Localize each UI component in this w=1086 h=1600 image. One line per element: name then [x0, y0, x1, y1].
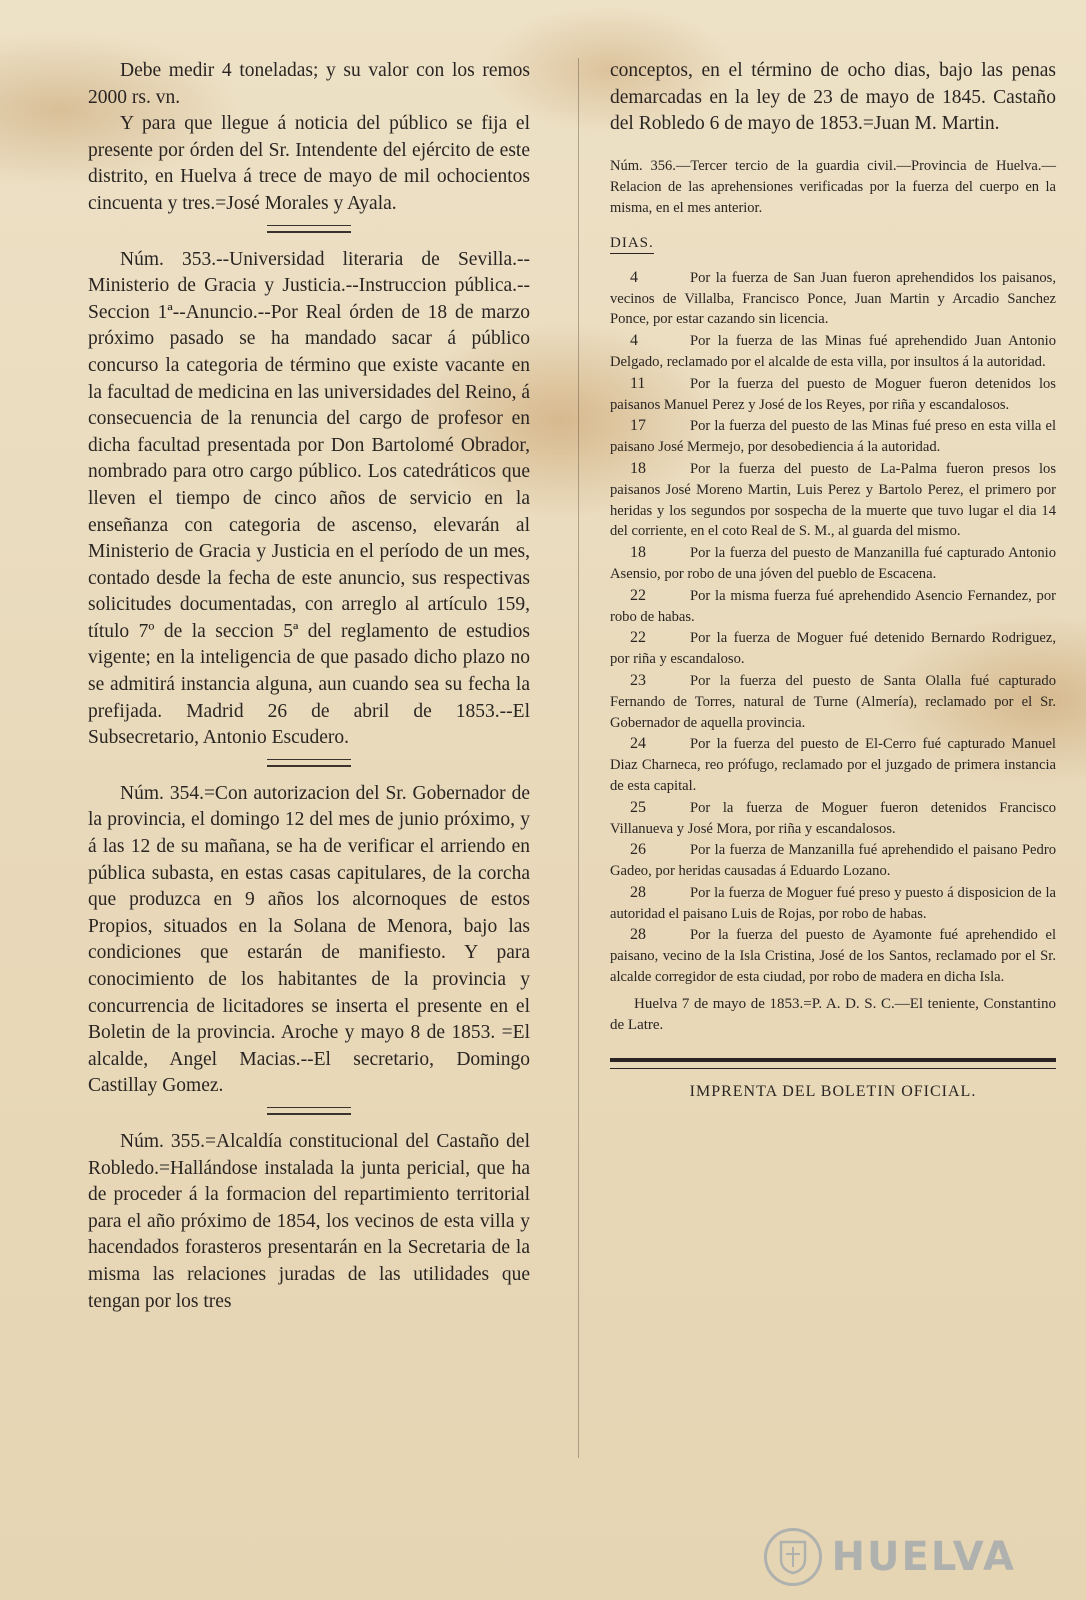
- entry-text: Por la fuerza de Moguer fueron detenidos Francisco Villanueva y José Mora, por riña y escandalosos.: [610, 799, 1056, 837]
- entry-text: Por la fuerza del puesto de Manzanilla fué capturado Antonio Asensio, por robo de una jóven del pueblo de Escacena.: [610, 545, 1056, 582]
- list-item: [610, 840, 1056, 882]
- list-item: [610, 374, 1056, 416]
- imprint-line: IMPRENTA DEL BOLETIN OFICIAL.: [689, 1082, 977, 1100]
- entry-day: 22: [630, 629, 646, 647]
- entry-text: Por la fuerza del puesto de Santa Olalla fué capturado Fernando de Torres, natural de Turne (Almería), reclamado por el Sr. Gobernador de aquella provincia.: [610, 672, 1056, 731]
- list-item: [610, 628, 1056, 670]
- entry-day: 26: [630, 841, 646, 859]
- entry-day: 18: [630, 544, 646, 562]
- footer-rule: [610, 1058, 1056, 1069]
- watermark-text: HUELVA: [831, 1534, 1016, 1580]
- entry-text: Por la fuerza del puesto de las Minas fué preso en esta villa el paisano José Mermejo, por desobediencia á la autoridad.: [610, 418, 1056, 456]
- apprehension-list: [610, 268, 1056, 988]
- entry-text: Por la misma fuerza fué aprehendido Asencio Fernandez, por robo de habas.: [610, 587, 1056, 625]
- notice-356-heading: Núm. 356.—Tercer tercio de la guardia civil.—Provincia de Huelva.—Relacion de las aprehensiones verificadas por la fuerza del cuerpo en la misma, en el mes anterior.: [610, 157, 1056, 216]
- seal-icon: [764, 1528, 822, 1586]
- list-item: [610, 268, 1056, 330]
- list-item: [610, 734, 1056, 796]
- entry-day: 23: [630, 671, 646, 689]
- section-divider: [267, 225, 351, 233]
- entry-day: 4: [630, 332, 638, 350]
- list-item: [610, 459, 1056, 542]
- entry-text: Por la fuerza del puesto de Ayamonte fué aprehendido el paisano, vecino de la Isla Cristina, José de los Santos, reclamado por el Sr. alcalde corregidor de esta ciudad, por robo de madera en dicha Isla.: [610, 927, 1056, 986]
- notice-355: Núm. 355.=Alcaldía constitucional del Castaño del Robledo.=Hallándose instalada la junta pericial, que ha de proceder á la formacion del repartimiento territorial para el año próximo de 1854, los vecinos de esta villa y hacendados forasteros presentarán en la Secretaria de la misma las relaciones juradas de las utilidades que tengan por los tres: [88, 1130, 530, 1312]
- entry-text: Por la fuerza del puesto de Moguer fueron detenidos los paisanos Manuel Perez y José de los Reyes, por riña y escandalosos.: [610, 375, 1056, 413]
- entry-day: 24: [630, 735, 646, 753]
- entry-text: Por la fuerza del puesto de El-Cerro fué capturado Manuel Diaz Charneca, reo prófugo, reclamado por el juzgado de primera instancia de esta capital.: [610, 736, 1056, 794]
- entry-day: 4: [630, 268, 638, 286]
- list-item: [610, 883, 1056, 925]
- list-item: [610, 416, 1056, 458]
- entry-day: 22: [630, 586, 646, 604]
- entry-text: Por la fuerza del puesto de La-Palma fueron presos los paisanos José Moreno Martin, Luis Perez y Bartolo Perez, el primero por heridas y los segundos por sospecha de la muerte que tuvo lugar el dia 14 del corriente, en el coto Real de S. M., al guarda del mismo.: [610, 460, 1056, 540]
- notice-355-continuation: conceptos, en el término de ocho dias, bajo las penas demarcadas en la ley de 23 de mayo de 1845. Castaño del Robledo 6 de mayo de 1853.=Juan M. Martin.: [610, 60, 1056, 135]
- right-column: [610, 58, 1056, 1101]
- entry-text: Por la fuerza de Moguer fué detenido Bernardo Rodriguez, por riña y escandaloso.: [610, 630, 1056, 668]
- entry-text: Por la fuerza de San Juan fueron aprehendidos los paisanos, vecinos de Villalba, Francisco Ponce, Juan Martin y Arcadio Sanchez Ponce, por estar cazando sin licencia.: [610, 269, 1056, 328]
- dias-label: DIAS.: [610, 235, 654, 254]
- paragraph-ship-value: Debe medir 4 toneladas; y su valor con los remos 2000 rs. vn.: [88, 60, 530, 108]
- entry-day: 18: [630, 459, 646, 477]
- paragraph-intendente-notice: Y para que llegue á noticia del público se fija el presente por órden del Sr. Intendente del ejército de este distrito, en Huelva á trece de mayo de mil ochocientos cincuenta y tres.=José Morales y Ayala.: [88, 113, 530, 214]
- watermark: [764, 1528, 1016, 1586]
- entry-day: 28: [630, 883, 646, 901]
- entry-text: Por la fuerza de Moguer fué preso y puesto á disposicion de la autoridad el paisano Luis de Rojas, por robo de habas.: [610, 884, 1056, 922]
- signature: Huelva 7 de mayo de 1853.=P. A. D. S. C.—El teniente, Constantino de Latre.: [610, 995, 1056, 1033]
- list-item: [610, 925, 1056, 987]
- notice-354: Núm. 354.=Con autorizacion del Sr. Gobernador de la provincia, el domingo 12 del mes de junio próximo, y á las 12 de su mañana, se ha de verificar el arriendo en pública subasta, en estas casas capitulares, de la corcha que produzca en 9 años los alcornoques de estos Propios, situados en la Solana de Menora, bajo las condiciones que estarán de manifiesto. Y para conocimiento de los habitantes de la provincia y concurrencia de licitadores se inserta el presente en el Boletin de la provincia. Aroche y mayo 8 de 1853. =El alcalde, Angel Macias.--El secretario, Domingo Castillay Gomez.: [88, 782, 530, 1097]
- entry-day: 17: [630, 417, 646, 435]
- entry-day: 28: [630, 926, 646, 944]
- notice-353: Núm. 353.--Universidad literaria de Sevilla.--Ministerio de Gracia y Justicia.--Instruccion pública.--Seccion 1ª--Anuncio.--Por Real órden de 18 de marzo próximo pasado se ha mandado sacar á público concurso la categoria de término que existe vacante en la facultad de medicina en las universidades del Reino, á consecuencia de la renuncia del cargo de profesor en dicha facultad presentada por Don Bartolomé Obrador, nombrado para otro cargo público. Los catedráticos que lleven el tiempo de cinco años de servicio en la enseñanza con categoria de ascenso, elevarán al Ministerio de Gracia y Justicia en el período de un mes, contado desde la fecha de este anuncio, sus respectivas solicitudes documentadas, con arreglo al artículo 159, título 7º de la seccion 5ª del reglamento de estudios vigente; en la inteligencia de que pasado dicho plazo no se admitirá instancia alguna, aun cuando sea su fecha la prefijada. Madrid 26 de abril de 1853.--El Subsecretario, Antonio Escudero.: [88, 248, 530, 749]
- entry-day: 25: [630, 798, 646, 816]
- entry-text: Por la fuerza de las Minas fué aprehendido Juan Antonio Delgado, reclamado por el alcalde de esta villa, por insultos á la autoridad.: [610, 333, 1056, 370]
- list-item: [610, 543, 1056, 585]
- list-item: [610, 331, 1056, 373]
- section-divider: [267, 1107, 351, 1115]
- list-item: [610, 586, 1056, 628]
- left-column: [88, 58, 530, 1315]
- column-divider: [578, 58, 579, 1458]
- list-item: [610, 671, 1056, 733]
- entry-text: Por la fuerza de Manzanilla fué aprehendido el paisano Pedro Gadeo, por heridas causadas á Eduardo Lozano.: [610, 842, 1056, 880]
- list-item: [610, 798, 1056, 840]
- entry-day: 11: [630, 374, 646, 392]
- section-divider: [267, 759, 351, 767]
